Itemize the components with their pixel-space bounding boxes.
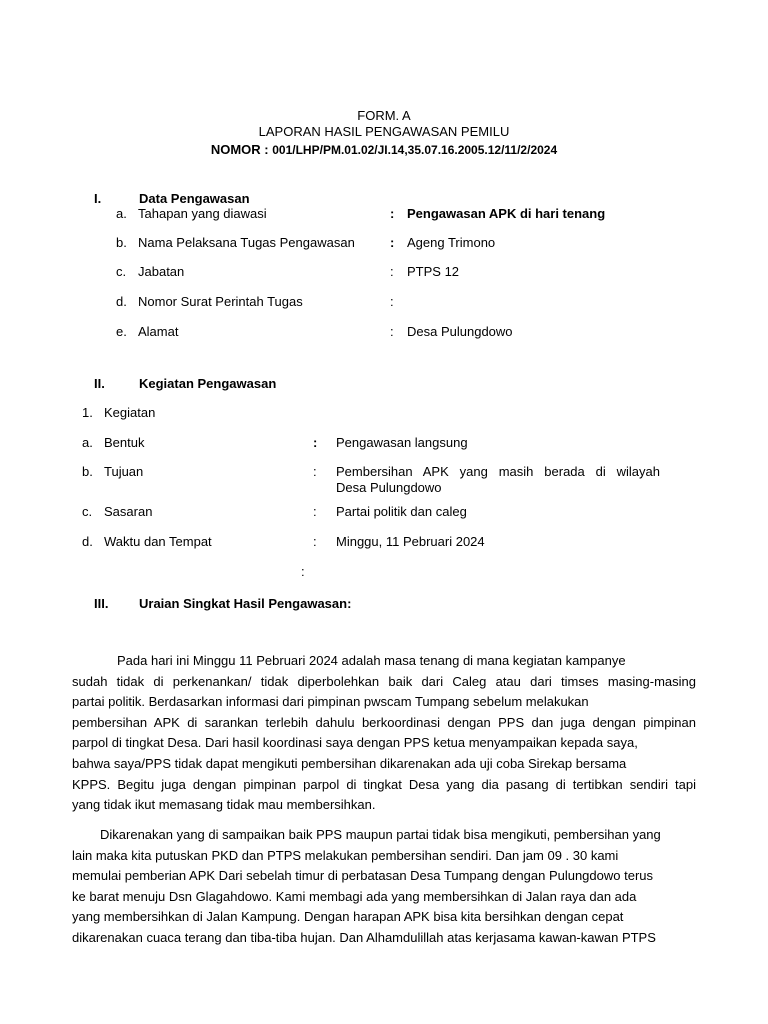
paragraph-line: memulai pemberian APK Dari sebelah timur di perbatasan Desa Tumpang dengan Pulungdowo terus bbox=[72, 868, 654, 884]
row-letter: c. bbox=[82, 504, 93, 519]
row-colon: : bbox=[313, 534, 317, 549]
row-label: Tahapan yang diawasi bbox=[138, 206, 267, 221]
row-colon: : bbox=[390, 324, 394, 339]
nomor-label: NOMOR : bbox=[210, 142, 269, 157]
paragraph-2 bbox=[72, 825, 696, 949]
report-title: LAPORAN HASIL PENGAWASAN PEMILU bbox=[258, 124, 510, 139]
row-value: PTPS 12 bbox=[407, 264, 460, 279]
paragraph-line: yang tidak ikut memasang tidak mau membersihkan. bbox=[72, 797, 376, 813]
row-value: Pengawasan langsung bbox=[336, 435, 468, 450]
row-colon: : bbox=[313, 435, 318, 450]
paragraph-line: Dikarenakan yang di sampaikan baik PPS maupun partai tidak bisa mengikuti, pembersihan yang bbox=[100, 827, 661, 842]
row-label: Nomor Surat Perintah Tugas bbox=[138, 294, 303, 309]
row-colon: : bbox=[390, 294, 394, 309]
nomor-value: 001/LHP/PM.01.02/JI.14,35.07.16.2005.12/11/2/2024 bbox=[272, 143, 558, 157]
section1-title: Data Pengawasan bbox=[139, 191, 250, 206]
row-colon: : bbox=[390, 206, 395, 221]
row-value: Partai politik dan caleg bbox=[336, 504, 467, 519]
paragraph-line: pembersihan APK di sarankan terlebih dahulu berkoordinasi dengan PPS dan juga dengan pimpinan bbox=[72, 714, 696, 730]
row-letter: e. bbox=[116, 324, 127, 339]
paragraph-line: Pada hari ini Minggu 11 Pebruari 2024 adalah masa tenang di mana kegiatan kampanye bbox=[117, 653, 626, 668]
paragraph-line: lain maka kita putuskan PKD dan PTPS melakukan pembersihan sendiri. Dan jam 09 . 30 kami bbox=[72, 847, 619, 863]
row-colon: : bbox=[390, 264, 394, 279]
row-value: Minggu, 11 Pebruari 2024 bbox=[336, 534, 485, 549]
row-colon: : bbox=[313, 504, 317, 519]
row-letter: b. bbox=[116, 235, 127, 250]
row-value: Ageng Trimono bbox=[407, 235, 496, 250]
row-value: Pengawasan APK di hari tenang bbox=[407, 206, 606, 221]
row-letter: c. bbox=[116, 264, 127, 279]
section3-number: III. bbox=[94, 596, 109, 611]
paragraph-line: yang membersihkan di Jalan Kampung. Dengan harapan APK bisa kita bersihkan dengan cepat bbox=[72, 909, 624, 925]
report-number bbox=[0, 142, 768, 158]
paragraph-line: sudah tidak di perkenankan/ tidak diperbolehkan baik dari Caleg atau dari timses masing-masing bbox=[72, 673, 696, 689]
row-colon: : bbox=[390, 235, 395, 250]
section3-title: Uraian Singkat Hasil Pengawasan: bbox=[139, 596, 352, 611]
paragraph-line: bahwa saya/PPS tidak dapat mengikuti pembersihan dikarenakan ada uji coba Sirekap bersama bbox=[72, 755, 627, 771]
row-letter: d. bbox=[116, 294, 127, 309]
paragraph-line: dikarenakan cuaca terang dan tiba-tiba hujan. Dan Alhamdulillah atas kerjasama kawan-kawan PTPS bbox=[72, 929, 656, 945]
section2-title: Kegiatan Pengawasan bbox=[139, 376, 277, 391]
paragraph-line: ke barat menuju Dsn Glagahdowo. Kami membagi ada yang membersihkan di Jalan raya dan ada bbox=[72, 888, 637, 904]
row-value-line: Desa Pulungdowo bbox=[336, 480, 442, 495]
row-colon: : bbox=[313, 464, 317, 479]
row-letter: a. bbox=[82, 435, 93, 450]
form-label: FORM. A bbox=[357, 108, 411, 123]
stray-colon: : bbox=[301, 564, 305, 579]
row-label: Nama Pelaksana Tugas Pengawasan bbox=[138, 235, 355, 250]
row-letter: a. bbox=[116, 206, 127, 221]
paragraph-1 bbox=[72, 651, 696, 816]
row-label: Sasaran bbox=[104, 504, 153, 519]
subsection-label: Kegiatan bbox=[104, 405, 156, 420]
subsection-number: 1. bbox=[82, 405, 93, 420]
row-label: Tujuan bbox=[104, 464, 144, 479]
paragraph-line: KPPS. Begitu juga dengan pimpinan parpol di tingkat Desa yang dia pasang di tertibkan sendiri tapi bbox=[72, 776, 696, 792]
row-value-line: Pembersihan APK yang masih berada di wilayah bbox=[336, 464, 660, 479]
row-label: Jabatan bbox=[138, 264, 185, 279]
row-label: Alamat bbox=[138, 324, 179, 339]
row-letter: d. bbox=[82, 534, 93, 549]
row-label: Waktu dan Tempat bbox=[104, 534, 212, 549]
paragraph-line: partai politik. Berdasarkan informasi dari pimpinan pwscam Tumpang sebelum melakukan bbox=[72, 694, 589, 710]
paragraph-line: parpol di tingkat Desa. Dari hasil koordinasi saya dengan PPS ketua menyampaikan kepada saya, bbox=[72, 735, 638, 751]
row-value: Desa Pulungdowo bbox=[407, 324, 513, 339]
section2-number: II. bbox=[94, 376, 105, 391]
row-letter: b. bbox=[82, 464, 93, 479]
row-label: Bentuk bbox=[104, 435, 145, 450]
section1-number: I. bbox=[94, 191, 102, 206]
